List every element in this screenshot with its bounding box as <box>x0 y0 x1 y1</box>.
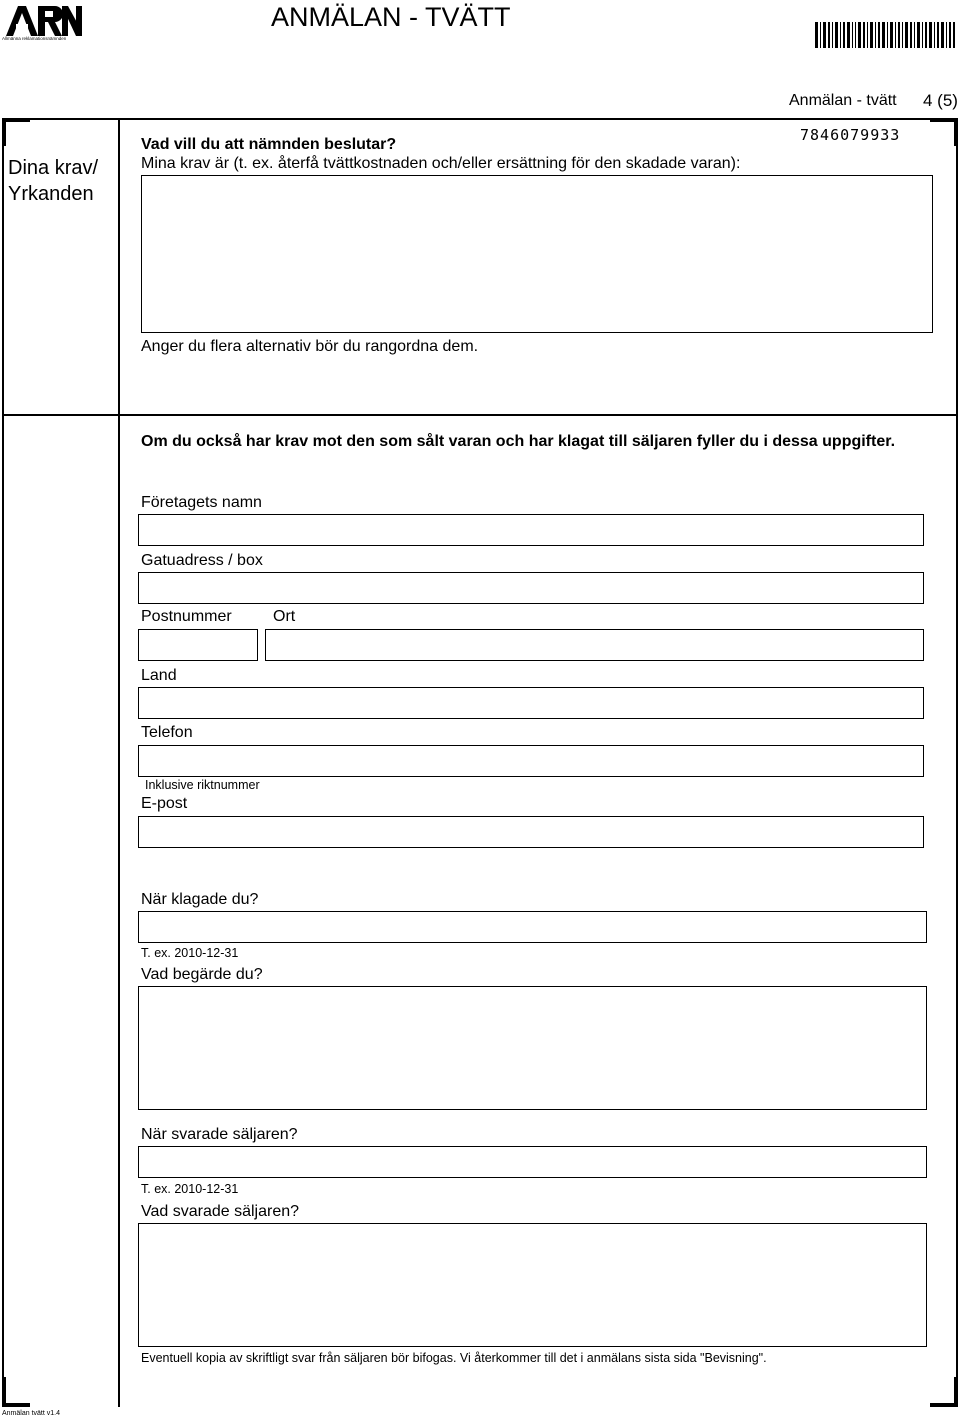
postal-label: Postnummer <box>141 608 232 625</box>
city-field[interactable] <box>265 629 924 661</box>
complained-hint: T. ex. 2010-12-31 <box>141 946 239 960</box>
frame-top-line <box>2 118 958 120</box>
version-label: Anmälan tvätt v1.4 <box>2 1410 60 1417</box>
phone-label: Telefon <box>141 724 193 741</box>
email-field[interactable] <box>138 816 924 848</box>
document-title: ANMÄLAN - TVÄTT <box>271 2 511 32</box>
answered-date-field[interactable] <box>138 1146 927 1178</box>
answered-hint: T. ex. 2010-12-31 <box>141 1182 239 1196</box>
answered-label: När svarade säljaren? <box>141 1126 298 1143</box>
page-label: Anmälan - tvätt <box>789 92 897 109</box>
complained-label: När klagade du? <box>141 891 259 908</box>
address-field[interactable] <box>138 572 924 604</box>
phone-field[interactable] <box>138 745 924 777</box>
claims-hint: Mina krav är (t. ex. återfå tvättkostnaden och/eller ersättning för den skadade varan): <box>141 155 741 172</box>
section-divider <box>2 414 958 416</box>
barcode <box>815 22 955 48</box>
section-label-line1: Dina krav/ <box>8 157 99 179</box>
phone-hint: Inklusive riktnummer <box>145 778 260 792</box>
requested-textarea[interactable] <box>138 986 927 1110</box>
copy-note: Eventuell kopia av skriftligt svar från säljaren bör bifogas. Vi återkommer till det i anmälans sista sida "Bevisning". <box>141 1351 767 1365</box>
requested-label: Vad begärde du? <box>141 966 263 983</box>
section-label <box>8 155 98 207</box>
claims-textarea[interactable] <box>141 175 933 333</box>
frame-column-divider <box>118 118 120 1407</box>
rank-note: Anger du flera alternativ bör du rangordna dem. <box>141 338 479 355</box>
logo-subtitle: Allmänna reklamationsnämnden <box>2 36 67 41</box>
city-label: Ort <box>273 608 296 625</box>
section-label-line2: Yrkanden <box>8 183 94 205</box>
complained-date-field[interactable] <box>138 911 927 943</box>
answer-textarea[interactable] <box>138 1223 927 1347</box>
postal-field[interactable] <box>138 629 258 661</box>
company-label: Företagets namn <box>141 494 262 511</box>
corner-mark-bottom-left <box>2 1403 30 1407</box>
country-field[interactable] <box>138 687 924 719</box>
country-label: Land <box>141 667 177 684</box>
seller-intro: Om du också har krav mot den som sålt varan och har klagat till säljaren fyller du i dessa uppgifter. <box>141 433 896 450</box>
address-label: Gatuadress / box <box>141 552 263 569</box>
corner-mark-bottom-right <box>930 1403 958 1407</box>
company-field[interactable] <box>138 514 924 546</box>
claims-question: Vad vill du att nämnden beslutar? <box>141 136 397 153</box>
answer-label: Vad svarade säljaren? <box>141 1203 300 1220</box>
frame-left-line <box>2 118 4 1407</box>
frame-right-line <box>956 118 958 1407</box>
page-number: 4 (5) <box>923 91 958 110</box>
form-code: 7846079933 <box>800 126 901 144</box>
email-label: E-post <box>141 795 188 812</box>
